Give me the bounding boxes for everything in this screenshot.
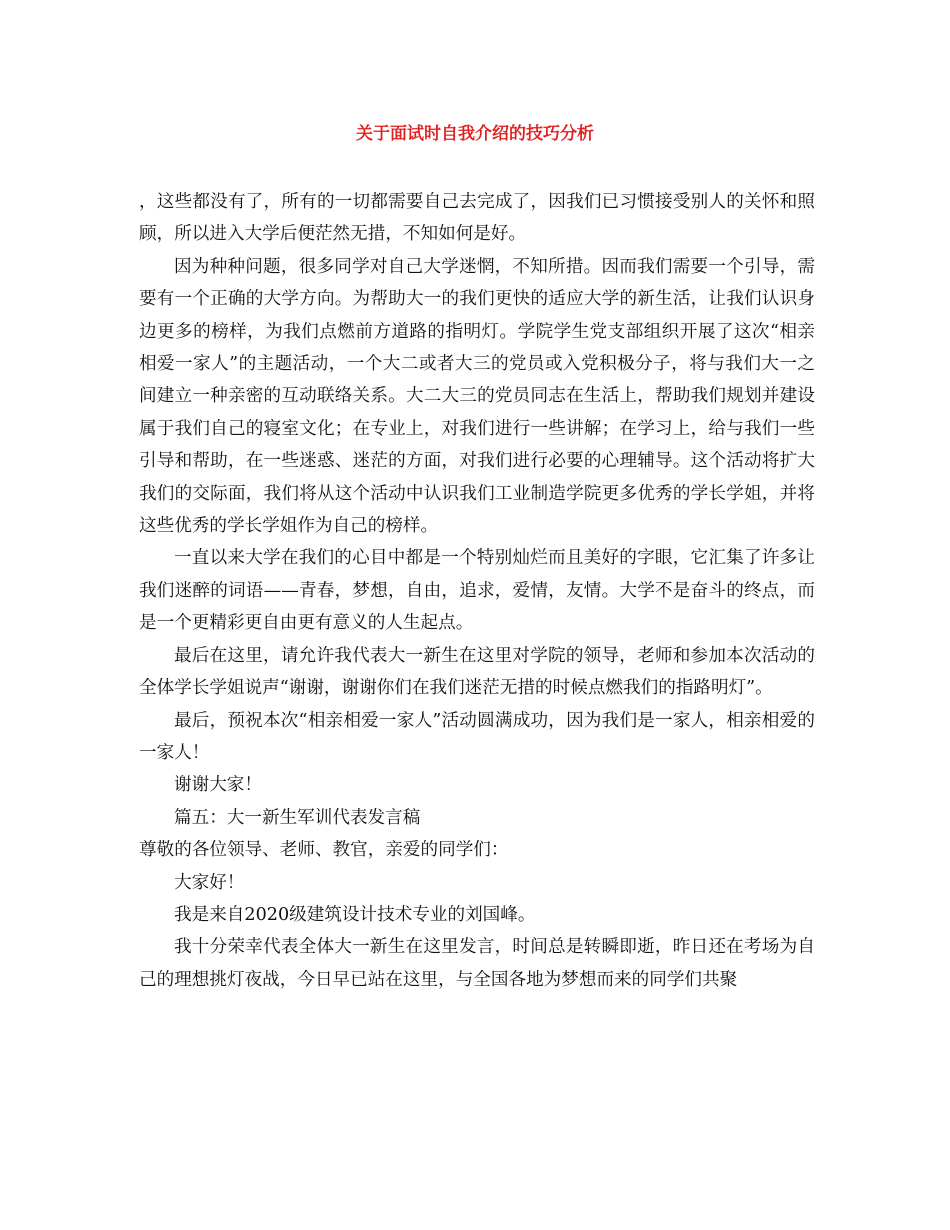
paragraph: 我是来自2020级建筑设计技术专业的刘国峰。 (174, 904, 536, 925)
greeting: 大家好！ (174, 872, 245, 893)
paragraph: ，这些都没有了，所有的一切都需要自己去完成了，因我们已习惯接受别人的关怀和照顾，所以进入大学后便茫然无措，不知如何是好。 (139, 192, 815, 245)
paragraph: 一直以来大学在我们的心目中都是一个特别灿烂而且美好的字眼，它汇集了许多让我们迷醉的词语——青春，梦想，自由，追求，爱情，友情。大学不是奋斗的终点，而是一个更精彩更自由更有意义的人生起点。 (139, 548, 815, 634)
salutation: 尊敬的各位领导、老师、教官，亲爱的同学们： (139, 840, 509, 861)
document-title: 关于面试时自我介绍的技巧分析 (356, 124, 594, 144)
paragraph: 最后，预祝本次“相亲相爱一家人”活动圆满成功，因为我们是一家人，相亲相爱的一家人！ (139, 710, 815, 763)
paragraph: 最后在这里，请允许我代表大一新生在这里对学院的领导，老师和参加本次活动的全体学长学姐说声“谢谢，谢谢你们在我们迷茫无措的时候点燃我们的指路明灯”。 (139, 645, 815, 699)
paragraph: 谢谢大家！ (174, 775, 262, 796)
document-body (139, 186, 815, 996)
section-heading: 篇五：大一新生军训代表发言稿 (174, 807, 421, 828)
paragraph: 我十分荣幸代表全体大一新生在这里发言，时间总是转瞬即逝，昨日还在考场为自己的理想挑灯夜战，今日早已站在这里，与全国各地为梦想而来的同学们共聚 (139, 937, 815, 990)
paragraph: 因为种种问题，很多同学对自己大学迷惘，不知所措。因而我们需要一个引导，需要有一个正确的大学方向。为帮助大一的我们更快的适应大学的新生活，让我们认识身边更多的榜样，为我们点燃前方道路的指明灯。学院学生党支部组织开展了这次“相亲相爱一家人”的主题活动，一个大二或者大三的党员或入党积极分子，将与我们大一之间建立一种亲密的互动联络关系。大二大三的党员同志在生活上，帮助我们规划并建设属于我们自己的寝室文化；在专业上，对我们进行一些讲解；在学习上，给与我们一些引导和帮助，在一些迷惑、迷茫的方面，对我们进行必要的心理辅导。这个活动将扩大我们的交际面，我们将从这个活动中认识我们工业制造学院更多优秀的学长学姐，并将这些优秀的学长学姐作为自己的榜样。 (139, 256, 815, 537)
